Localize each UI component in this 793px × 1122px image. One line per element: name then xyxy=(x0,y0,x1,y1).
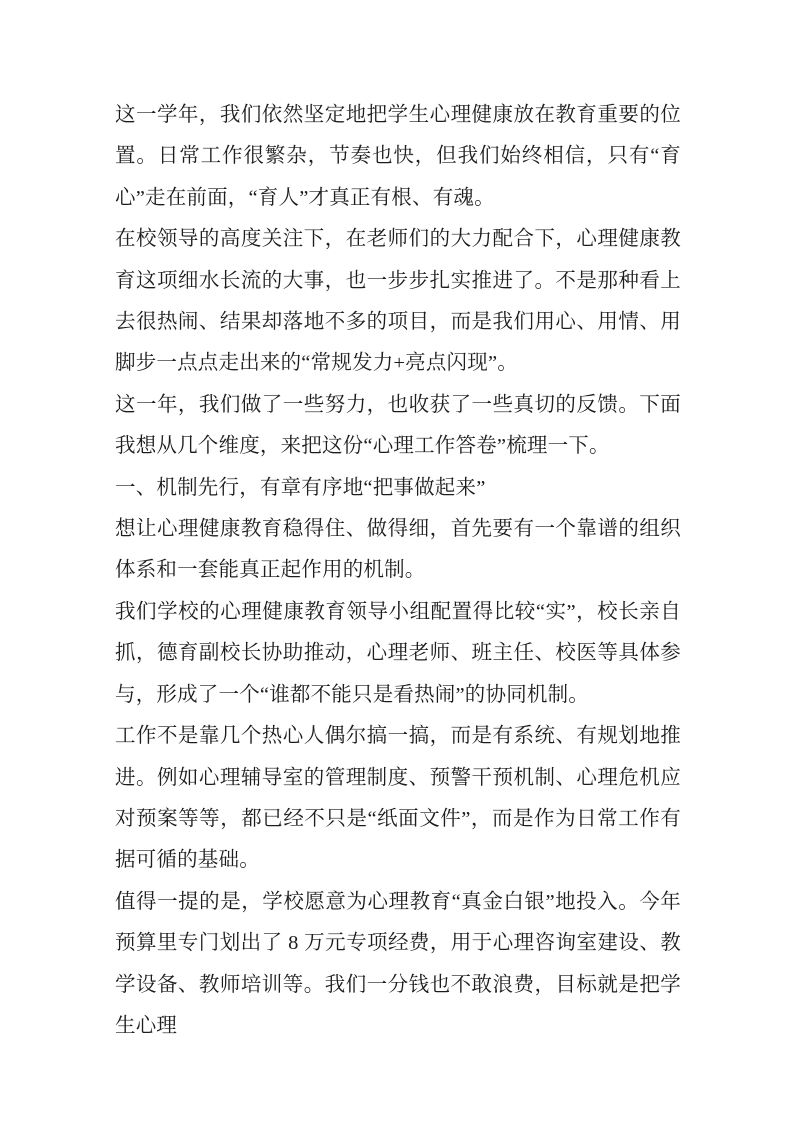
document-body xyxy=(115,95,681,1047)
paragraph: 这一年，我们做了一些努力，也收获了一些真切的反馈。下面我想从几个维度，来把这份“心理工作答卷”梳理一下。 xyxy=(115,393,681,458)
paragraph: 工作不是靠几个热心人偶尔搞一搞，而是有系统、有规划地推进。例如心理辅导室的管理制度、预警干预机制、心理危机应对预案等等，都已经不只是“纸面文件”，而是作为日常工作有据可循的基础。 xyxy=(115,725,681,872)
section-heading: 一、机制先行，有章有序地“把事做起来” xyxy=(115,476,486,499)
paragraph: 这一学年，我们依然坚定地把学生心理健康放在教育重要的位置。日常工作很繁杂，节奏也快，但我们始终相信，只有“育心”走在前面，“育人”才真正有根、有魂。 xyxy=(115,104,681,209)
paragraph: 我们学校的心理健康教育领导小组配置得比较“实”，校长亲自抓，德育副校长协助推动，心理老师、班主任、校医等具体参与，形成了一个“谁都不能只是看热闹”的协同机制。 xyxy=(115,600,681,706)
paragraph: 值得一提的是，学校愿意为心理教育“真金白银”地投入。今年预算里专门划出了 8 万元专项经费，用于心理咨询室建设、教学设备、教师培训等。我们一分钱也不敢浪费，目标就是把学生心理 xyxy=(115,890,681,1037)
paragraph: 想让心理健康教育稳得住、做得细，首先要有一个靠谱的组织体系和一套能真正起作用的机制。 xyxy=(115,518,681,582)
paragraph: 在校领导的高度关注下，在老师们的大力配合下，心理健康教育这项细水长流的大事，也一步步扎实推进了。不是那种看上去很热闹、结果却落地不多的项目，而是我们用心、用情、用脚步一点点走出来的“常规发力+亮点闪现”。 xyxy=(115,228,681,375)
